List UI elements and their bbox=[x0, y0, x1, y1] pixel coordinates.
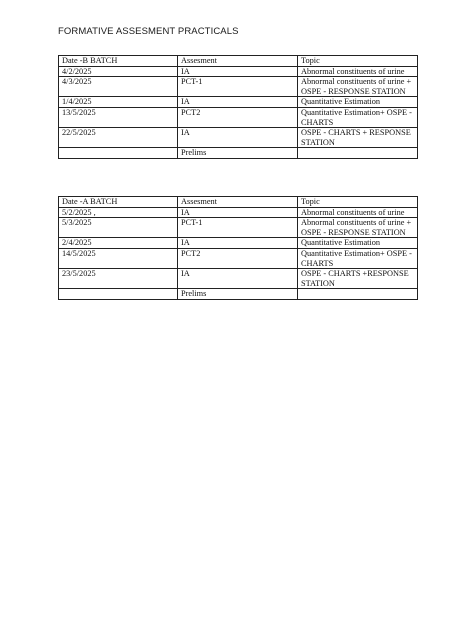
cell-assessment: IA bbox=[178, 66, 298, 77]
table-row bbox=[59, 269, 418, 289]
b-batch-table bbox=[58, 55, 418, 159]
table-row bbox=[59, 248, 418, 268]
header-date: Date -A BATCH bbox=[59, 197, 178, 208]
header-assessment: Assesment bbox=[178, 56, 298, 67]
cell-assessment: PCT2 bbox=[178, 107, 298, 127]
cell-topic: Abnormal constituents of urine + OSPE - RESPONSE STATION bbox=[298, 77, 418, 97]
cell-assessment: IA bbox=[178, 128, 298, 148]
cell-date: 1/4/2025 bbox=[59, 97, 178, 108]
cell-date: 2/4/2025 bbox=[59, 238, 178, 249]
table-header-row bbox=[59, 56, 418, 67]
cell-topic: OSPE - CHARTS + RESPONSE STATION bbox=[298, 128, 418, 148]
cell-date: 14/5/2025 bbox=[59, 248, 178, 268]
cell-assessment: Prelims bbox=[178, 148, 298, 159]
cell-topic: Quantitative Estimation bbox=[298, 97, 418, 108]
cell-date: 4/3/2025 bbox=[59, 77, 178, 97]
cell-assessment: PCT-1 bbox=[178, 77, 298, 97]
table-row bbox=[59, 289, 418, 300]
table-row bbox=[59, 218, 418, 238]
cell-date: 5/3/2025 bbox=[59, 218, 178, 238]
header-topic: Topic bbox=[298, 197, 418, 208]
table-row bbox=[59, 238, 418, 249]
cell-assessment: IA bbox=[178, 207, 298, 218]
cell-date bbox=[59, 289, 178, 300]
cell-date: 5/2/2025 , bbox=[59, 207, 178, 218]
cell-date: 22/5/2025 bbox=[59, 128, 178, 148]
header-topic: Topic bbox=[298, 56, 418, 67]
header-date: Date -B BATCH bbox=[59, 56, 178, 67]
cell-assessment: Prelims bbox=[178, 289, 298, 300]
table-row bbox=[59, 66, 418, 77]
table-row bbox=[59, 207, 418, 218]
cell-date: 4/2/2025 bbox=[59, 66, 178, 77]
cell-assessment: IA bbox=[178, 97, 298, 108]
cell-topic: OSPE - CHARTS +RESPONSE STATION bbox=[298, 269, 418, 289]
page-title: FORMATIVE ASSESMENT PRACTICALS bbox=[58, 26, 239, 37]
cell-date bbox=[59, 148, 178, 159]
cell-topic bbox=[298, 148, 418, 159]
cell-topic: Quantitative Estimation+ OSPE - CHARTS bbox=[298, 248, 418, 268]
table-header-row bbox=[59, 197, 418, 208]
cell-assessment: PCT-1 bbox=[178, 218, 298, 238]
table-row bbox=[59, 97, 418, 108]
cell-topic: Quantitative Estimation+ OSPE - CHARTS bbox=[298, 107, 418, 127]
header-assessment: Assesment bbox=[178, 197, 298, 208]
table-row bbox=[59, 107, 418, 127]
cell-topic: Abnormal constituents of urine bbox=[298, 207, 418, 218]
cell-topic bbox=[298, 289, 418, 300]
table-row bbox=[59, 148, 418, 159]
cell-assessment: PCT2 bbox=[178, 248, 298, 268]
cell-topic: Quantitative Estimation bbox=[298, 238, 418, 249]
cell-topic: Abnormal constituents of urine bbox=[298, 66, 418, 77]
table-row bbox=[59, 77, 418, 97]
cell-date: 13/5/2025 bbox=[59, 107, 178, 127]
a-batch-table bbox=[58, 196, 418, 300]
cell-assessment: IA bbox=[178, 269, 298, 289]
cell-date: 23/5/2025 bbox=[59, 269, 178, 289]
cell-assessment: IA bbox=[178, 238, 298, 249]
table-row bbox=[59, 128, 418, 148]
cell-topic: Abnormal constituents of urine + OSPE - RESPONSE STATION bbox=[298, 218, 418, 238]
